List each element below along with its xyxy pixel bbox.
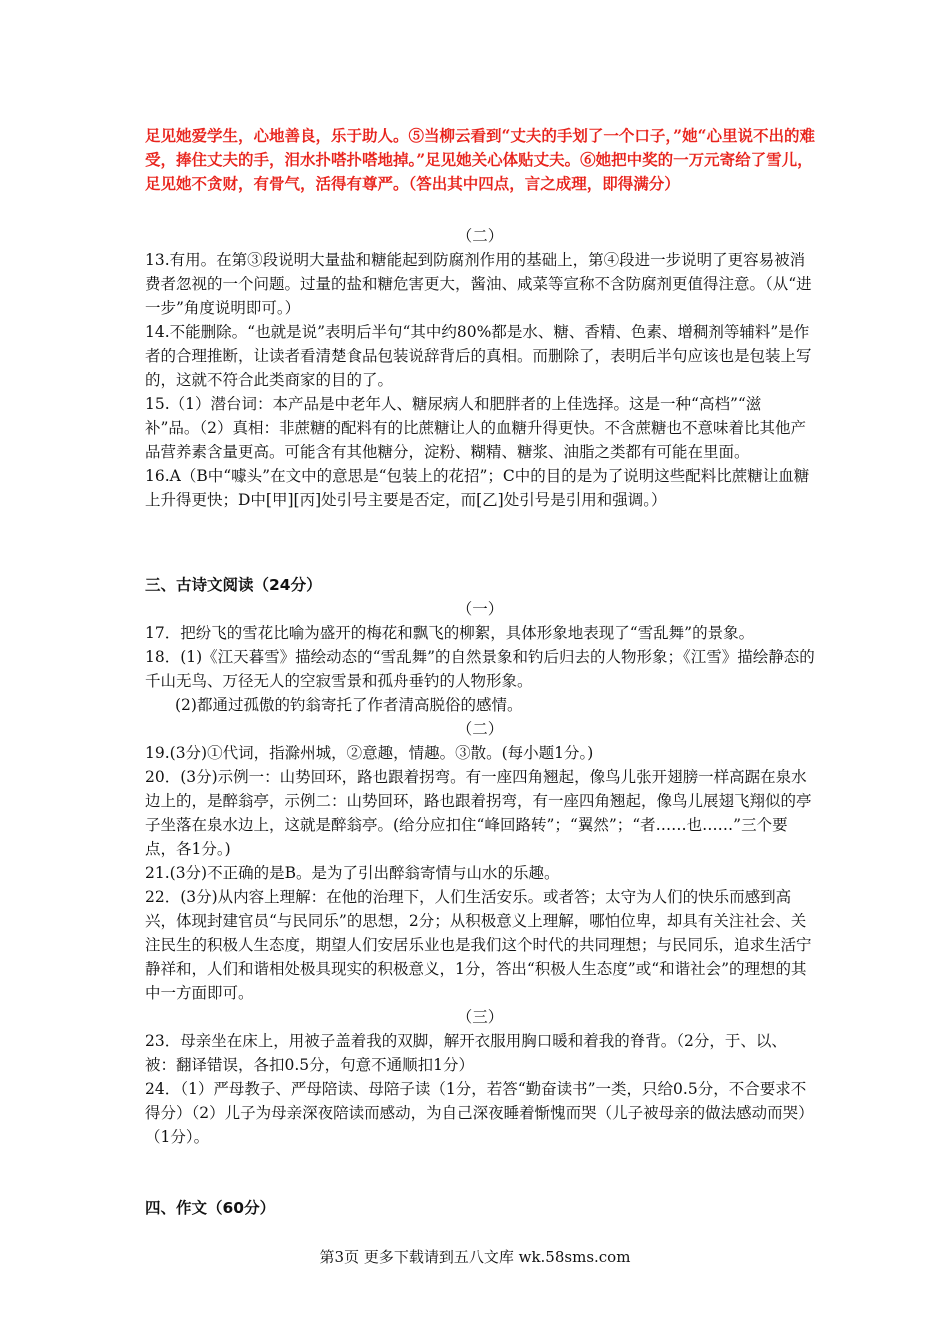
answer-q13: 13.有用。在第③段说明大量盐和糖能起到防腐剂作用的基础上，第④段进一步说明了更容易被消费者忽视的一个问题。过量的盐和糖危害更大，酱油、咸菜等宣称不含防腐剂更值得注意。（从“进一步”角度说明即可。） xyxy=(145,251,812,317)
answer-q21: 21.(3分)不正确的是B。是为了引出醉翁寄情与山水的乐趣。 xyxy=(145,864,560,882)
answer-q14: 14.不能删除。“也就是说”表明后半句“其中约80%都是水、糖、香精、色素、增稠剂等辅料”是作者的合理推断，让读者看清楚食品包装说辞背后的真相。而删除了，表明后半句应该也是包装上写的，这就不符合此类商家的目的了。 xyxy=(145,323,812,389)
section-3-block xyxy=(145,573,815,1149)
subsection-title-2: （二） xyxy=(456,227,504,245)
answer-q23: 23．母亲坐在床上，用被子盖着我的双脚，解开衣服用胸口暖和着我的脊背。（2分，于、以、被：翻译错误，各扣0.5分，句意不通顺扣1分） xyxy=(145,1032,787,1074)
section-title-4: 四、作文（60分） xyxy=(145,1199,276,1217)
answer-block-red xyxy=(145,124,815,196)
section-2-block xyxy=(145,224,815,512)
answer-q16: 16.A（B中“噱头”在文中的意思是“包装上的花招”；C中的目的是为了说明这些配料比蔗糖让血糖上升得更快；D中[甲][丙]处引号主要是否定，而[乙]处引号是引用和强调。） xyxy=(145,467,810,509)
answer-q24: 24．（1）严母教子、严母陪读、母陪子读（1分，若答“勤奋读书”一类，只给0.5分，不合要求不得分）（2）儿子为母亲深夜陪读而感动，为自己深夜睡着惭愧而哭（儿子被母亲的做法感动而哭）（1分）。 xyxy=(145,1080,814,1146)
red-answer-text: 足见她爱学生，心地善良，乐于助人。⑤当柳云看到“丈夫的手划了一个口子，”她“心里说不出的难受，捧住丈夫的手，泪水扑嗒扑嗒地掉。”足见她关心体贴丈夫。⑥她把中奖的一万元寄给了雪儿，足见她不贪财，有骨气，活得有尊严。（答出其中四点，言之成理，即得满分） xyxy=(145,126,815,193)
section-title-3: 三、古诗文阅读（24分） xyxy=(145,576,322,594)
answer-q20: 20．(3分)示例一：山势回环，路也跟着拐弯。有一座四角翘起，像鸟儿张开翅膀一样高踞在泉水边上的，是醉翁亭，示例二：山势回环，路也跟着拐弯，有一座四角翘起，像鸟儿展翅飞翔似的亭子坐落在泉水边上，这就是醉翁亭。(给分应扣住“峰回路转”；“翼然”；“者……也……”三个要点，各1分。) xyxy=(145,768,812,858)
section-4-block xyxy=(145,1196,815,1220)
answer-q18b: (2)都通过孤傲的钓翁寄托了作者清高脱俗的感情。 xyxy=(175,696,523,714)
answer-q22: 22．(3分)从内容上理解：在他的治理下，人们生活安乐。或者答；太守为人们的快乐而感到高兴，体现封建官员“与民同乐”的思想，2分；从积极意义上理解，哪怕位卑，却具有关注社会、关注民生的积极人生态度，期望人们安居乐业也是我们这个时代的共同理想；与民同乐，追求生活宁静祥和，人们和谐相处极具现实的积极意义，1分，答出“积极人生态度”或“和谐社会”的理想的其中一方面即可。 xyxy=(145,888,812,1002)
subsection-title-3-2: （二） xyxy=(456,720,504,738)
subsection-title-3-3: （三） xyxy=(456,1008,504,1026)
page-footer: 第3页 更多下载请到五八文库 wk.58sms.com xyxy=(319,1248,631,1266)
answer-q18a: 18．(1)《江天暮雪》描绘动态的“雪乱舞”的自然景象和钓后归去的人物形象；《江雪》描绘静态的千山无鸟、万径无人的空寂雪景和孤舟垂钓的人物形象。 xyxy=(145,648,815,690)
subsection-title-3-1: （一） xyxy=(456,600,504,618)
answer-q17: 17．把纷飞的雪花比喻为盛开的梅花和飘飞的柳絮，具体形象地表现了“雪乱舞”的景象。 xyxy=(145,624,755,642)
answer-q15: 15.（1）潜台词：本产品是中老年人、糖尿病人和肥胖者的上佳选择。这是一种“高档”“滋补”品。（2）真相：非蔗糖的配料有的比蔗糖让人的血糖升得更快。不含蔗糖也不意味着比其他产品营养素含量更高。可能含有其他糖分，淀粉、糊精、糖浆、油脂之类都有可能在里面。 xyxy=(145,395,807,461)
answer-q19: 19.(3分)①代词，指滁州城，②意趣，情趣。③散。(每小题1分。) xyxy=(145,744,594,762)
